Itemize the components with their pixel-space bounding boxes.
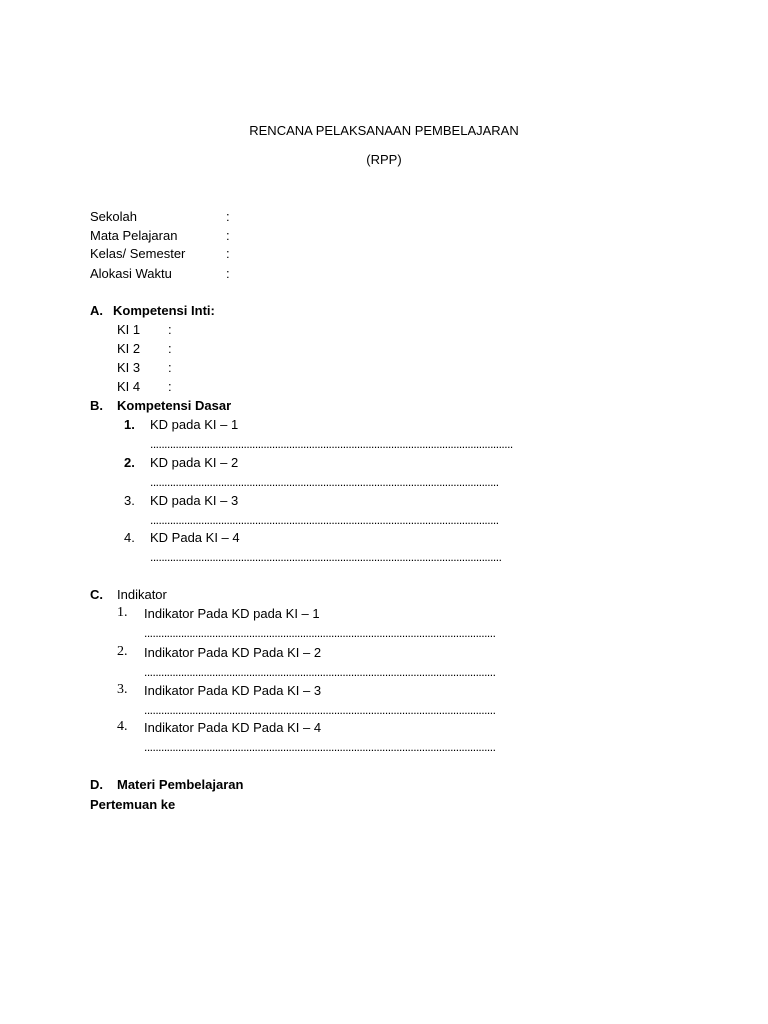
document-subtitle: (RPP) [366,152,402,167]
label-kelas-semester: Kelas/ Semester [90,246,186,261]
ki-4-colon: : [168,379,172,394]
ki-1-label: KI 1 [117,322,141,337]
indikator-4-number: 4. [117,719,128,734]
section-c-letter: C. [90,587,103,602]
colon-kelas-semester: : [226,246,230,261]
section-b-heading: Kompetensi Dasar [117,398,232,413]
kd-4-dotted-line: ............................................................................................................................ [150,550,502,564]
meeting-label: Pertemuan ke [90,797,176,812]
indikator-1-number: 1. [117,605,128,620]
kd-2-dotted-line: ........................................................................................................................... [150,475,499,489]
indikator-1-label: Indikator Pada KD pada KI – 1 [144,606,320,621]
kd-2-number: 2. [124,455,135,470]
kd-1-number: 1. [124,417,135,432]
indikator-3-dotted-line: ............................................................................................................................ [144,703,496,717]
ki-4-label: KI 4 [117,379,141,394]
kd-3-number: 3. [124,493,135,508]
indikator-3-label: Indikator Pada KD Pada KI – 3 [144,683,322,698]
indikator-3-number: 3. [117,682,128,697]
label-sekolah: Sekolah [90,209,137,224]
indikator-4-dotted-line: ............................................................................................................................ [144,740,496,754]
indikator-1-dotted-line: ............................................................................................................................ [144,626,496,640]
section-d-heading: Materi Pembelajaran [117,777,244,792]
section-b-letter: B. [90,398,103,413]
kd-1-dotted-line: ................................................................................................................................ [150,437,513,451]
section-a-heading: Kompetensi Inti: [113,303,215,318]
ki-2-label: KI 2 [117,341,141,356]
ki-3-colon: : [168,360,172,375]
kd-3-dotted-line: ........................................................................................................................... [150,513,499,527]
indikator-2-dotted-line: ............................................................................................................................ [144,665,496,679]
ki-2-colon: : [168,341,172,356]
kd-3-label: KD pada KI – 3 [150,493,239,508]
kd-1-label: KD pada KI – 1 [150,417,239,432]
kd-4-number: 4. [124,530,135,545]
kd-4-label: KD Pada KI – 4 [150,530,240,545]
colon-mata-pelajaran: : [226,228,230,243]
section-d-letter: D. [90,777,103,792]
section-a-letter: A. [90,303,103,318]
indikator-2-label: Indikator Pada KD Pada KI – 2 [144,645,322,660]
indikator-4-label: Indikator Pada KD Pada KI – 4 [144,720,322,735]
indikator-2-number: 2. [117,644,128,659]
label-mata-pelajaran: Mata Pelajaran [90,228,178,243]
kd-2-label: KD pada KI – 2 [150,455,239,470]
ki-3-label: KI 3 [117,360,141,375]
ki-1-colon: : [168,322,172,337]
document-title: RENCANA PELAKSANAAN PEMBELAJARAN [249,123,519,138]
colon-sekolah: : [226,209,230,224]
colon-alokasi-waktu: : [226,266,230,281]
label-alokasi-waktu: Alokasi Waktu [90,266,172,281]
section-c-heading: Indikator [117,587,167,602]
